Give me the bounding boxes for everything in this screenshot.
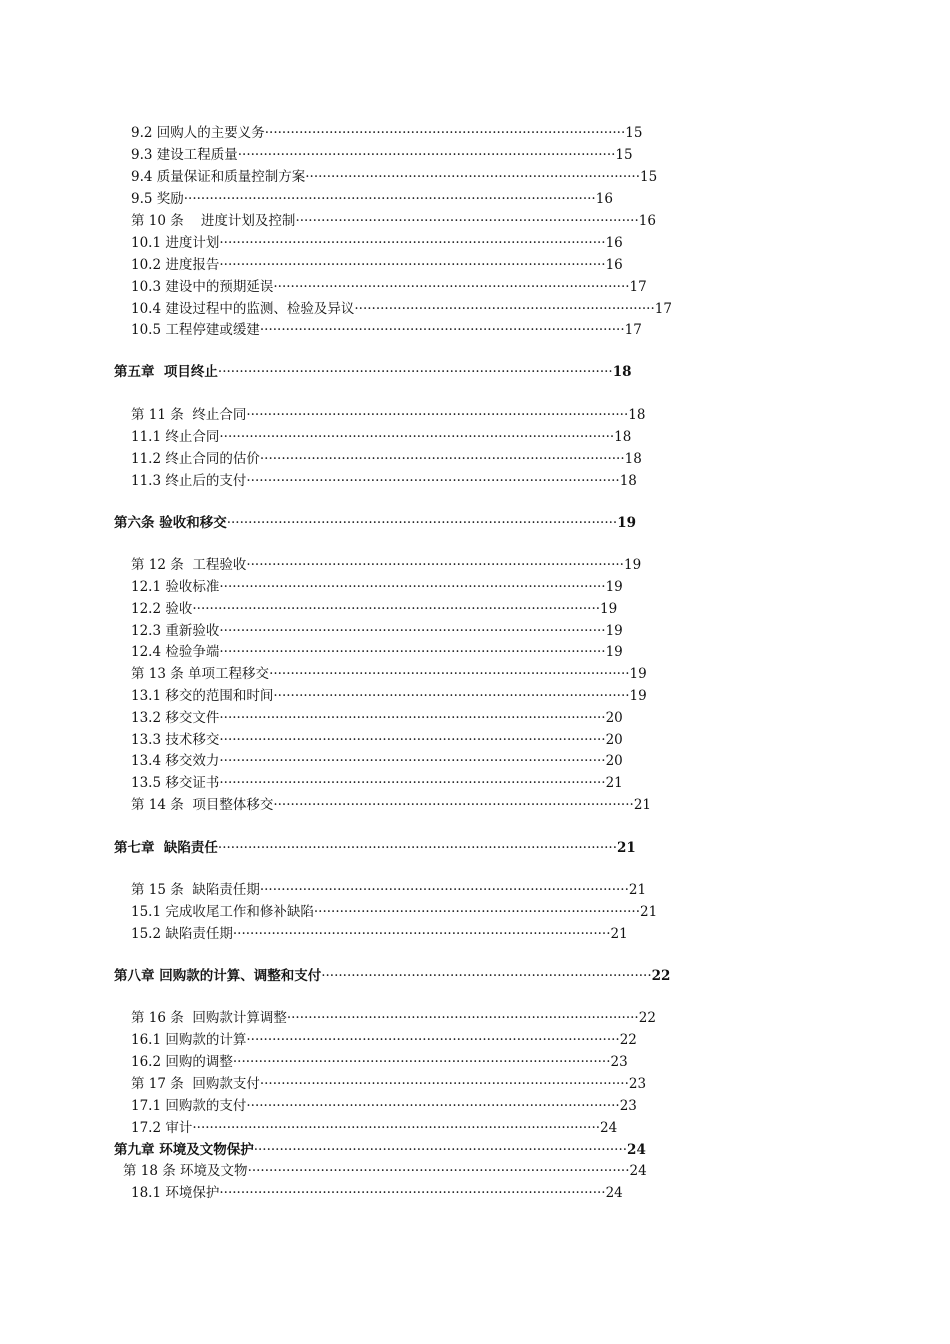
toc-dot-leader: ····················································································· (259, 322, 625, 338)
toc-entry-page-number: 20 (605, 753, 623, 769)
toc-entry-title: 第 13 条 单项工程移交 (131, 666, 270, 682)
toc-dot-leader: ························································································ (237, 147, 616, 163)
toc-dot-leader: ······················································································· (246, 1098, 620, 1114)
toc-entry-page-number: 19 (600, 601, 618, 617)
toc-dot-leader: ························································································· (246, 407, 629, 423)
toc-section-entry[interactable] (131, 233, 631, 253)
toc-entry-title: 第九章 环境及文物保护 (114, 1142, 254, 1158)
toc-article-entry[interactable] (131, 555, 648, 575)
toc-dot-leader: ·························································································· (219, 644, 606, 660)
toc-dot-leader: ·························································································· (219, 257, 606, 273)
toc-entry-title: 11.1 终止合同 (131, 429, 220, 445)
toc-section-entry[interactable] (131, 902, 665, 922)
toc-entry-title: 12.2 验收 (131, 601, 193, 617)
toc-section-entry[interactable] (131, 577, 631, 597)
toc-entry-title: 11.3 终止后的支付 (131, 473, 247, 489)
toc-dot-leader: ·························································································· (219, 1185, 606, 1201)
toc-dot-leader: ···················································································· (269, 666, 630, 682)
toc-entry-page-number: 18 (619, 473, 637, 489)
toc-chapter-entry[interactable] (114, 513, 642, 533)
toc-chapter-entry[interactable] (114, 838, 640, 858)
toc-dot-leader: ······································································ (354, 301, 655, 317)
toc-section-entry[interactable] (131, 773, 631, 793)
toc-entry-page-number: 19 (629, 666, 647, 682)
toc-entry-title: 第六条 验收和移交 (114, 515, 227, 531)
toc-entry-title: 第 10 条 进度计划及控制 (131, 213, 296, 229)
toc-entry-page-number: 24 (629, 1163, 647, 1179)
toc-entry-title: 9.2 回购人的主要义务 (131, 125, 265, 141)
toc-article-entry[interactable] (131, 664, 655, 684)
toc-dot-leader: ·············································································· (305, 169, 640, 185)
toc-entry-title: 12.4 检验争端 (131, 644, 220, 660)
toc-section-entry[interactable] (131, 1030, 641, 1050)
toc-entry-page-number: 17 (624, 322, 642, 338)
toc-dot-leader: ·························································································· (219, 623, 606, 639)
toc-entry-title: 17.1 回购款的支付 (131, 1098, 247, 1114)
toc-article-entry[interactable] (131, 795, 658, 815)
toc-dot-leader: ·················································································· (286, 1010, 639, 1026)
toc-entry-page-number: 23 (619, 1098, 637, 1114)
toc-dot-leader: ············································································· (321, 968, 652, 984)
toc-section-entry[interactable] (131, 621, 631, 641)
toc-entry-page-number: 21 (617, 840, 636, 856)
toc-article-entry[interactable] (131, 211, 664, 231)
toc-entry-title: 第 17 条 回购款支付 (131, 1076, 260, 1092)
toc-entry-title: 13.1 移交的范围和时间 (131, 688, 274, 704)
toc-dot-leader: ························································································ (246, 557, 624, 573)
toc-section-entry[interactable] (131, 730, 631, 750)
toc-dot-leader: ·························································································· (219, 753, 606, 769)
toc-dot-leader: ···················································································· (264, 125, 626, 141)
toc-section-entry[interactable] (131, 255, 631, 275)
toc-entry-title: 13.5 移交证书 (131, 775, 220, 791)
toc-dot-leader: ·························································································· (219, 579, 606, 595)
toc-entry-page-number: 22 (651, 968, 671, 984)
toc-entry-title: 18.1 环境保护 (131, 1185, 220, 1201)
toc-section-entry[interactable] (131, 708, 631, 728)
toc-entry-page-number: 16 (595, 191, 613, 207)
toc-entry-title: 第 16 条 回购款计算调整 (131, 1010, 287, 1026)
toc-section-entry[interactable] (131, 145, 638, 165)
toc-dot-leader: ······························································································· (192, 601, 601, 617)
toc-entry-title: 第 15 条 缺陷责任期 (131, 882, 260, 898)
toc-entry-page-number: 19 (605, 623, 623, 639)
toc-entry-title: 10.5 工程停建或缓建 (131, 322, 260, 338)
toc-dot-leader: ·························································································· (219, 775, 606, 791)
toc-entry-page-number: 15 (639, 169, 658, 185)
toc-entry-page-number: 21 (628, 882, 647, 898)
toc-dot-leader: ····························································································· (217, 840, 617, 856)
toc-entry-page-number: 17 (654, 301, 672, 317)
toc-entry-page-number: 21 (633, 797, 651, 813)
toc-chapter-entry[interactable] (114, 362, 635, 382)
toc-entry-page-number: 16 (605, 257, 623, 273)
toc-entry-title: 第 14 条 项目整体移交 (131, 797, 274, 813)
toc-entry-page-number: 24 (600, 1120, 618, 1136)
toc-entry-title: 第七章 缺陷责任 (114, 840, 218, 856)
toc-section-entry[interactable] (131, 123, 649, 143)
toc-entry-page-number: 22 (638, 1010, 656, 1026)
toc-article-entry[interactable] (123, 1161, 652, 1181)
toc-entry-page-number: 22 (619, 1032, 637, 1048)
toc-dot-leader: ················································································ (295, 213, 639, 229)
toc-section-entry[interactable] (131, 277, 651, 297)
toc-entry-page-number: 20 (605, 710, 623, 726)
toc-dot-leader: ························································································· (247, 1163, 630, 1179)
toc-entry-title: 12.3 重新验收 (131, 623, 220, 639)
toc-dot-leader: ·························································································· (219, 235, 606, 251)
toc-entry-page-number: 21 (640, 904, 658, 920)
toc-entry-title: 9.5 奖励 (131, 191, 184, 207)
toc-entry-page-number: 15 (615, 147, 633, 163)
toc-dot-leader: ······················································································ (259, 882, 629, 898)
toc-entry-title: 13.4 移交效力 (131, 753, 220, 769)
toc-section-entry[interactable] (131, 1118, 622, 1138)
toc-entry-title: 16.2 回购的调整 (131, 1054, 233, 1070)
toc-entry-page-number: 19 (629, 688, 647, 704)
toc-section-entry[interactable] (131, 471, 645, 491)
toc-entry-title: 第 11 条 终止合同 (131, 407, 247, 423)
toc-entry-title: 第 12 条 工程验收 (131, 557, 247, 573)
toc-dot-leader: ·························································································· (219, 710, 606, 726)
toc-entry-page-number: 21 (610, 926, 628, 942)
toc-article-entry[interactable] (131, 1008, 662, 1028)
toc-entry-title: 13.3 技术移交 (131, 732, 220, 748)
toc-dot-leader: ······················································································· (253, 1142, 628, 1158)
toc-entry-title: 9.4 质量保证和质量控制方案 (131, 169, 306, 185)
toc-article-entry[interactable] (131, 1074, 653, 1094)
toc-entry-title: 15.1 完成收尾工作和修补缺陷 (131, 904, 314, 920)
toc-dot-leader: ············································································ (313, 904, 640, 920)
toc-entry-title: 第 18 条 环境及文物 (123, 1163, 248, 1179)
toc-entry-page-number: 18 (612, 364, 632, 380)
toc-section-entry[interactable] (131, 642, 631, 662)
toc-dot-leader: ······················································································· (246, 1032, 620, 1048)
toc-dot-leader: ···························································································· (217, 364, 613, 380)
toc-chapter-entry[interactable] (114, 1140, 652, 1160)
toc-section-entry[interactable] (131, 449, 650, 469)
toc-dot-leader: ···························································································· (219, 429, 615, 445)
toc-entry-page-number: 15 (625, 125, 643, 141)
toc-dot-leader: ··························································································· (226, 515, 618, 531)
toc-entry-page-number: 21 (605, 775, 623, 791)
toc-dot-leader: ······················································································· (246, 473, 620, 489)
toc-dot-leader: ·························································································· (219, 732, 606, 748)
toc-entry-page-number: 19 (605, 644, 623, 660)
toc-entry-page-number: 19 (605, 579, 623, 595)
toc-section-entry[interactable] (131, 189, 620, 209)
toc-entry-title: 第八章 回购款的计算、调整和支付 (114, 968, 322, 984)
toc-section-entry[interactable] (131, 299, 680, 319)
toc-section-entry[interactable] (131, 599, 622, 619)
toc-entry-page-number: 17 (629, 279, 647, 295)
toc-entry-title: 12.1 验收标准 (131, 579, 220, 595)
toc-entry-page-number: 24 (605, 1185, 623, 1201)
toc-dot-leader: ························································································ (232, 1054, 611, 1070)
toc-section-entry[interactable] (131, 427, 636, 447)
toc-dot-leader: ························································································ (232, 926, 611, 942)
toc-dot-leader: ······················································································ (259, 1076, 629, 1092)
toc-section-entry[interactable] (131, 167, 662, 187)
toc-article-entry[interactable] (131, 880, 653, 900)
toc-entry-page-number: 23 (628, 1076, 647, 1092)
toc-section-entry[interactable] (131, 751, 631, 771)
toc-entry-page-number: 19 (617, 515, 637, 531)
toc-entry-page-number: 20 (605, 732, 623, 748)
toc-entry-title: 11.2 终止合同的估价 (131, 451, 260, 467)
toc-entry-page-number: 18 (624, 451, 642, 467)
toc-dot-leader: ································································································ (183, 191, 596, 207)
toc-entry-page-number: 18 (614, 429, 632, 445)
toc-entry-title: 10.4 建设过程中的监测、检验及异议 (131, 301, 355, 317)
toc-entry-title: 13.2 移交文件 (131, 710, 220, 726)
toc-entry-page-number: 18 (628, 407, 646, 423)
toc-entry-page-number: 19 (623, 557, 642, 573)
toc-dot-leader: ····················································································· (259, 451, 625, 467)
toc-entry-title: 10.3 建设中的预期延误 (131, 279, 274, 295)
toc-entry-title: 第五章 项目终止 (114, 364, 218, 380)
toc-section-entry[interactable] (131, 320, 646, 340)
toc-section-entry[interactable] (131, 686, 651, 706)
toc-entry-page-number: 23 (610, 1054, 628, 1070)
toc-dot-leader: ···················································································· (273, 797, 634, 813)
toc-entry-title: 16.1 回购款的计算 (131, 1032, 247, 1048)
toc-section-entry[interactable] (131, 1096, 641, 1116)
toc-chapter-entry[interactable] (114, 966, 676, 986)
toc-entry-title: 17.2 审计 (131, 1120, 193, 1136)
toc-section-entry[interactable] (131, 1052, 636, 1072)
toc-entry-page-number: 16 (638, 213, 656, 229)
toc-entry-title: 9.3 建设工程质量 (131, 147, 238, 163)
toc-entry-title: 15.2 缺陷责任期 (131, 926, 233, 942)
toc-dot-leader: ··················································································· (273, 279, 630, 295)
toc-entry-title: 10.2 进度报告 (131, 257, 220, 273)
toc-section-entry[interactable] (131, 1183, 631, 1203)
toc-entry-title: 10.1 进度计划 (131, 235, 220, 251)
toc-article-entry[interactable] (131, 405, 652, 425)
toc-entry-page-number: 16 (605, 235, 623, 251)
toc-dot-leader: ··················································································· (273, 688, 630, 704)
toc-dot-leader: ······························································································· (192, 1120, 601, 1136)
toc-entry-page-number: 24 (627, 1142, 646, 1158)
toc-section-entry[interactable] (131, 924, 636, 944)
